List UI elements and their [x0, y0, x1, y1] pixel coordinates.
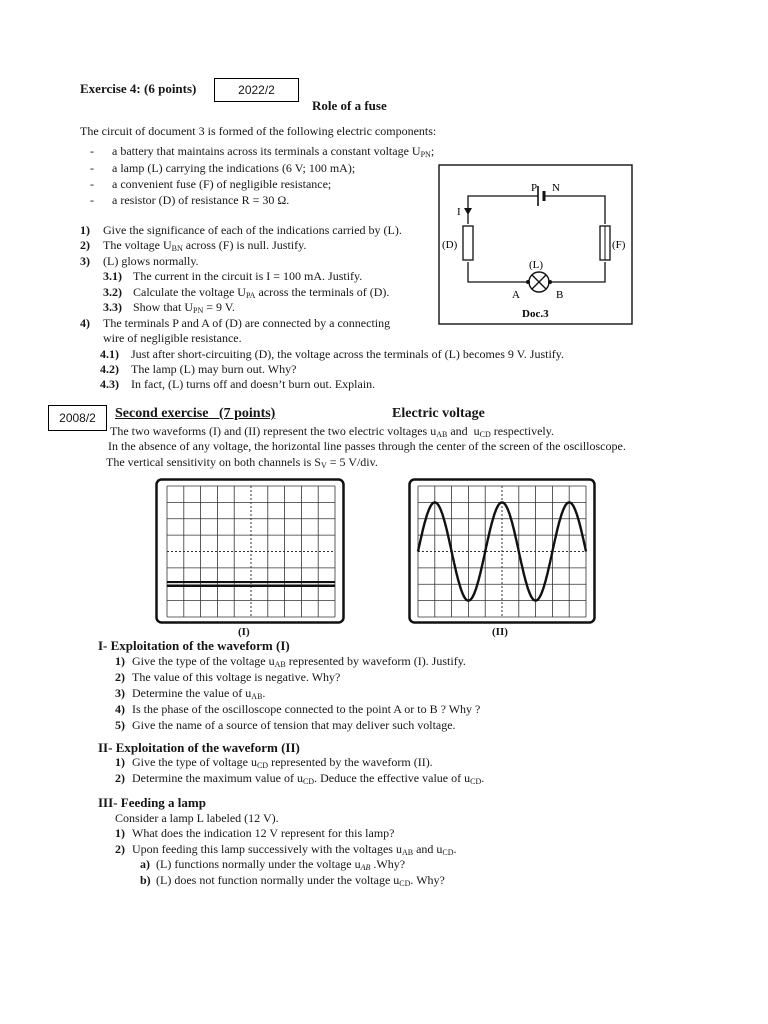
component-fuse: a convenient fuse (F) of negligible resistance;: [112, 177, 332, 191]
q32-text: Calculate the voltage U: [133, 285, 246, 299]
resistor-D: [463, 226, 473, 260]
component-battery: a battery that maintains across its terminals a constant voltage $U_{PN}$;: [112, 144, 435, 159]
question-number: 3.2): [103, 285, 122, 299]
label-F: (F): [612, 239, 626, 251]
question-number: 4.2): [100, 362, 119, 376]
q2-tail: across (F) is null. Justify.: [182, 238, 307, 252]
q33-text: Show that U: [133, 300, 193, 314]
q-text: .Why?: [370, 857, 406, 871]
subscript: AB: [401, 848, 414, 857]
question-number: 2): [115, 670, 125, 684]
subscript: PA: [245, 291, 256, 300]
part-III-q2b: [156, 873, 445, 891]
subscript: AB: [274, 660, 286, 669]
q-text: Upon feeding this lamp successively with the voltages u: [132, 842, 402, 856]
subscript: BN: [171, 244, 183, 253]
label-N: N: [552, 182, 560, 194]
year-tag-text: 2008/2: [59, 411, 96, 425]
intro-text: The two waveforms (I) and (II) represent the two electric voltages u: [110, 424, 437, 438]
label-P: P: [531, 182, 538, 194]
question-number: 2): [80, 238, 90, 252]
node-B: [548, 280, 552, 284]
question-4-line2: wire of negligible resistance.: [103, 331, 242, 345]
scope2-label: (II): [492, 626, 508, 638]
q2-text: The voltage U: [103, 238, 172, 252]
subscript: AB: [360, 863, 371, 872]
question-number: 4.1): [100, 347, 119, 361]
q33-tail: = 9 V.: [203, 300, 235, 314]
question-number: 4): [80, 316, 90, 330]
q-text: .: [481, 771, 485, 785]
scope1-label: (I): [238, 626, 250, 638]
current-arrow: [464, 208, 472, 215]
exercise2-intro-2: In the absence of any voltage, the horizontal line passes through the center of the screen of the oscilloscope.: [108, 439, 626, 453]
q-text: .: [262, 686, 266, 700]
year-tag-2008: [48, 405, 107, 431]
question-number: 3.3): [103, 300, 122, 314]
question-number: 5): [115, 718, 125, 732]
part-II-title: II- Exploitation of the waveform (II): [98, 740, 300, 755]
circuit-wire: [544, 196, 605, 224]
intro-text: and u: [447, 424, 480, 438]
oscilloscope-screen-1: [155, 478, 345, 624]
part-III-q1: What does the indication 12 V represent for this lamp?: [132, 826, 395, 840]
subscript: AB: [251, 692, 263, 701]
subscript: CD: [256, 761, 269, 770]
circuit-wire: [550, 262, 605, 282]
year-tag-text: 2022/2: [238, 83, 275, 97]
year-tag-2022: [214, 78, 299, 102]
circuit-wire: [468, 262, 528, 282]
question-3-1: The current in the circuit is I = 100 mA. Justify.: [133, 269, 363, 283]
exercise2-title: Electric voltage: [392, 406, 485, 421]
part-III-title: III- Feeding a lamp: [98, 795, 206, 810]
subscript: PN: [193, 306, 204, 315]
part-I-question: [132, 718, 456, 736]
q-text: . Deduce the effective value of u: [314, 771, 471, 785]
exercise2-heading: Second exercise (7 points): [115, 406, 276, 421]
exercise4-heading: Exercise 4: (6 points): [80, 81, 197, 96]
q-text: Is the phase of the oscilloscope connected to the point A or to B ? Why ?: [132, 702, 481, 716]
label-A: A: [512, 289, 520, 301]
circuit-wire: [468, 196, 538, 224]
part-I-title: I- Exploitation of the waveform (I): [98, 638, 290, 653]
question-number: 1): [80, 223, 90, 237]
question-number: 1): [115, 826, 125, 840]
label-B: B: [556, 289, 564, 301]
question-number: 2): [115, 842, 125, 856]
q-text: The value of this voltage is negative. Why?: [132, 670, 341, 684]
subscript: CD: [442, 848, 454, 857]
component-lamp: a lamp (L) carrying the indications (6 V; 100 mA);: [112, 161, 356, 175]
q-text: (L) functions normally under the voltage u: [156, 857, 361, 871]
q-text: Determine the maximum value of u: [132, 771, 303, 785]
q-text: .: [453, 842, 457, 856]
q-text: (L) does not function normally under the voltage u: [156, 873, 400, 887]
subscript: AB: [436, 430, 448, 439]
subscript: CD: [470, 777, 482, 786]
question-number: 3): [115, 686, 125, 700]
q-text: Determine the value of u: [132, 686, 252, 700]
intro-text: = 5 V/div.: [326, 455, 378, 469]
question-4-2: The lamp (L) may burn out. Why?: [131, 362, 297, 376]
circuit-diagram: [438, 164, 633, 325]
bullet-dash: -: [90, 193, 94, 207]
q-text: represented by waveform (I). Justify.: [285, 654, 466, 668]
intro-text: respectively.: [490, 424, 554, 438]
bullet-dash: -: [90, 161, 94, 175]
subscript: CD: [302, 777, 315, 786]
q32-tail: across the terminals of (D).: [255, 285, 390, 299]
question-4-1: Just after short-circuiting (D), the voltage across the terminals of (L) becomes 9 V. Justify.: [131, 347, 565, 361]
q-text: and u: [413, 842, 443, 856]
q-text: . Why?: [410, 873, 445, 887]
question-number: 2): [115, 771, 125, 785]
subscript: V: [320, 461, 327, 470]
question-number: 4): [115, 702, 125, 716]
subscript: CD: [479, 430, 491, 439]
label-D: (D): [442, 239, 458, 251]
q-text: Give the name of a source of tension that may deliver such voltage.: [132, 718, 456, 732]
doc-caption: Doc.3: [522, 308, 549, 320]
component-text: a battery that maintains across its terminals a constant voltage U: [112, 144, 421, 158]
question-1: Give the significance of each of the indications carried by (L).: [103, 223, 402, 237]
bullet-dash: -: [90, 177, 94, 191]
question-number: 4.3): [100, 377, 119, 391]
label-I: I: [457, 206, 461, 218]
question-number: 3.1): [103, 269, 122, 283]
intro-text: The vertical sensitivity on both channels is S: [106, 455, 321, 469]
question-4-line1: The terminals P and A of (D) are connected by a connecting: [103, 316, 391, 330]
question-number: b): [140, 873, 151, 887]
q-text: Give the type of the voltage u: [132, 654, 275, 668]
q-text: Give the type of voltage u: [132, 755, 257, 769]
component-resistor: a resistor (D) of resistance R = 30 Ω.: [112, 193, 290, 207]
label-L: (L): [529, 259, 544, 271]
question-4-3: In fact, (L) turns off and doesn’t burn out. Explain.: [131, 377, 376, 391]
exercise4-intro: The circuit of document 3 is formed of the following electric components:: [80, 124, 437, 138]
question-number: 1): [115, 755, 125, 769]
question-number: a): [140, 857, 150, 871]
question-3: (L) glows normally.: [103, 254, 199, 268]
question-number: 1): [115, 654, 125, 668]
part-III-intro: Consider a lamp L labeled (12 V).: [115, 811, 279, 825]
subscript: CD: [399, 879, 411, 888]
subscript: PN: [420, 150, 431, 159]
bullet-dash: -: [90, 144, 94, 158]
node-A: [526, 280, 530, 284]
part-II-question: [132, 771, 484, 789]
exercise4-title: Role of a fuse: [312, 98, 387, 113]
question-number: 3): [80, 254, 90, 268]
oscilloscope-screen-2: [408, 478, 596, 624]
exercise2-intro-3: [106, 455, 378, 473]
q-text: represented by the waveform (II).: [268, 755, 433, 769]
